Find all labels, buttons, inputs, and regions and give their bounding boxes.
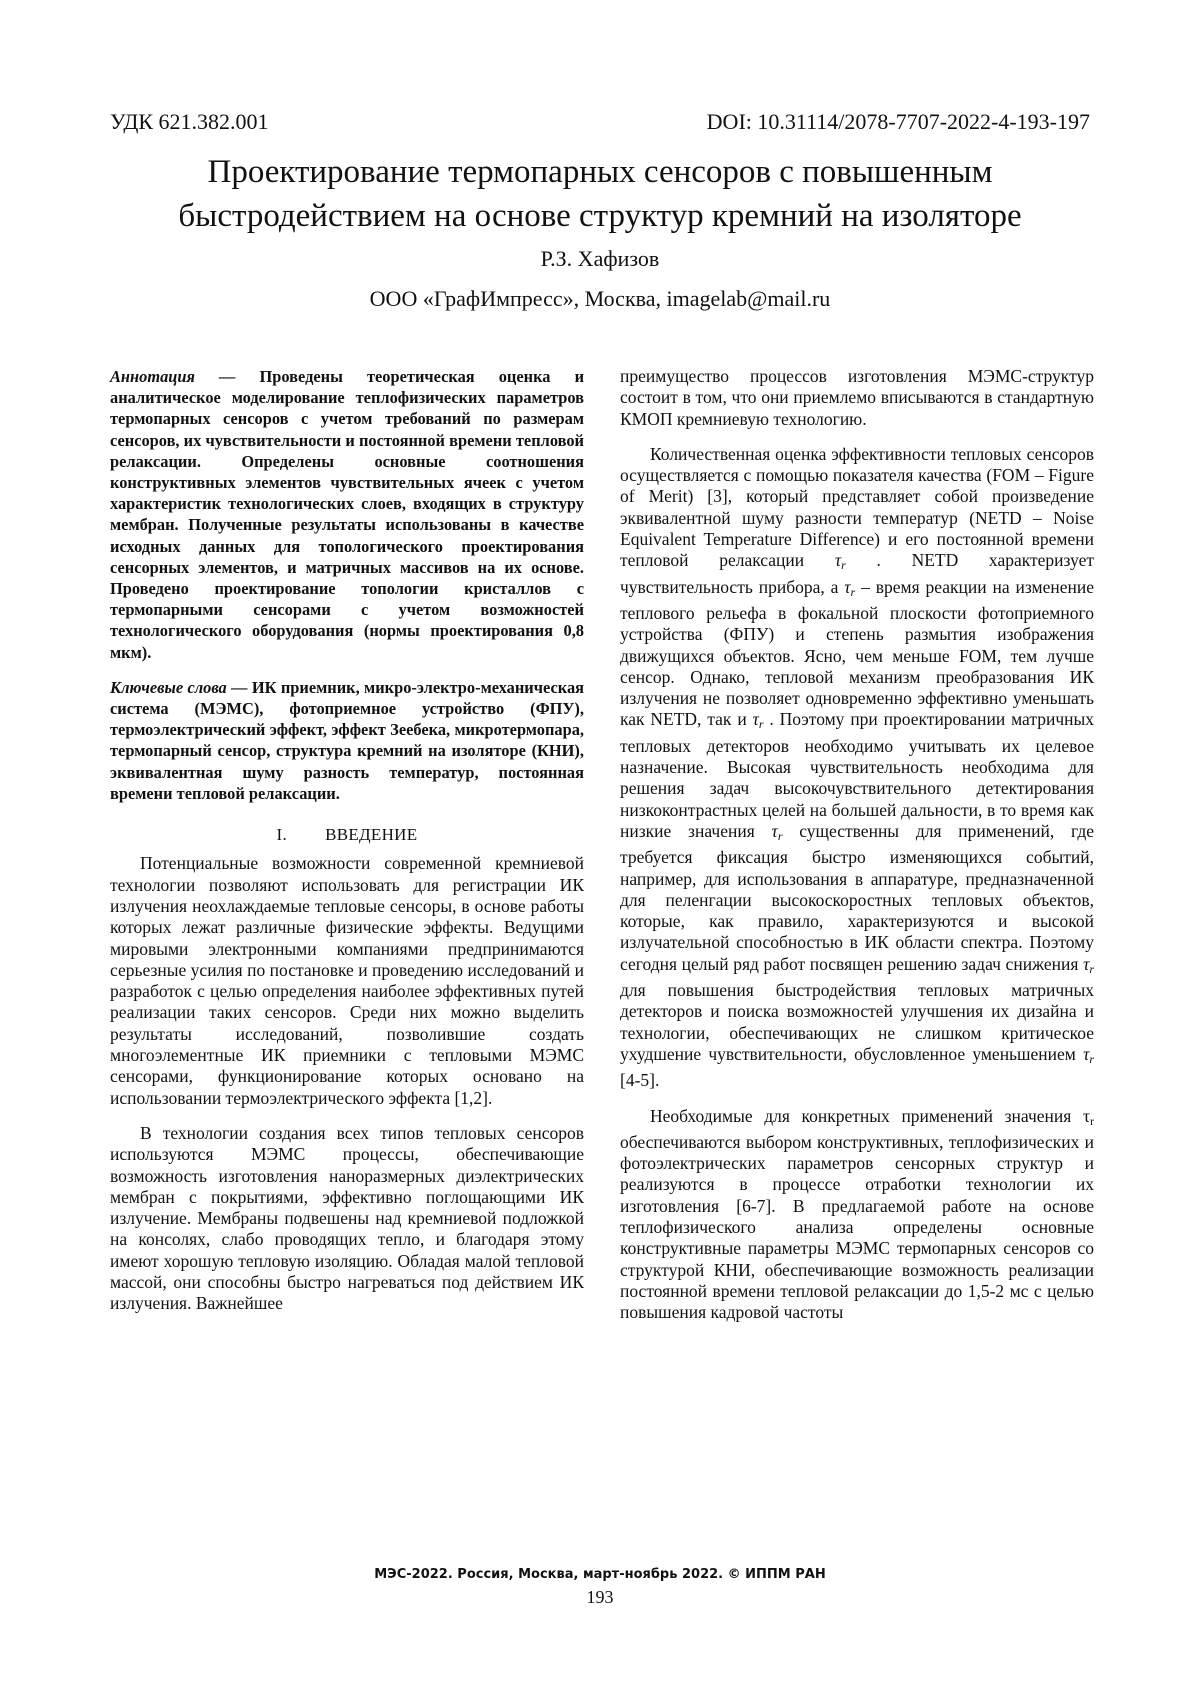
doi: DOI: 10.31114/2078-7707-2022-4-193-197 <box>706 109 1090 134</box>
article-title <box>110 150 1090 238</box>
tau-r-symbol: $\tau_r$ <box>1083 1043 1095 1066</box>
tau-r-symbol: $\tau_r$ <box>771 820 783 843</box>
body-paragraph-4 <box>620 444 1094 1092</box>
tau-r-symbol: $\tau_r$ <box>844 576 856 599</box>
tau-r-symbol: $\tau_r$ <box>834 550 846 573</box>
article-title-line-2: быстродействием на основе структур кремний на изоляторе <box>178 198 1022 234</box>
tau-r-symbol: $\tau_r$ <box>1082 1105 1095 1128</box>
p4-part-b: . NETD характеризует чувствительность прибора, а <box>620 550 1095 597</box>
body-paragraph-1: Потенциальные возможности современной кремниевой технологии позволяют использовать для регистрации ИК излучения неохлаждаемые тепловые сенсоры, в основе работы которых лежат различные физические эффекты. Ведущими мировыми электронными компаниями предпринимаются серьезные усилия по постановке и проведению исследований и разработок с целью определения наиболее эффективных путей реализации таких сенсоров. Среди них можно выделить результаты исследований, позволившие создать многоэлементные ИК приемники с тепловыми МЭМС сенсорами, функционирование которых основано на использовании термоэлектрического эффекта [1,2]. <box>110 853 584 1108</box>
abstract-text: Проведены теоретическая оценка и аналитическое моделирование теплофизических параметров термопарных сенсоров с учетом требований по размерам сенсоров, их чувствительности и постоянной времени тепловой релаксации. Определены основные соотношения конструктивных элементов чувствительных ячеек с учетом характеристик технологических слоев, входящих в структуру мембран. Полученные результаты использованы в качестве исходных данных для топологического проектирования сенсорных элементов, и матричных массивов на их основе. Проведено проектирование топологии кристаллов с термопарными сенсорами с учетом возможностей технологического оборудования (нормы проектирования 0,8 мкм). <box>110 367 585 662</box>
udc-code: УДК 621.382.001 <box>110 109 269 134</box>
right-column <box>620 366 1094 1323</box>
section-heading-introduction <box>110 824 584 845</box>
keywords <box>110 677 584 804</box>
body-paragraph-2: В технологии создания всех типов тепловых сенсоров используются МЭМС процессы, обеспечивающие возможность изготовления наноразмерных диэлектрических мембран с покрытиями, эффективно поглощающими ИК излучение. Мембраны подвешены над кремниевой подложкой на консолях, слабо проводящих тепло, и благодаря этому имеют хорошую тепловую изоляцию. Обладая малой тепловой массой, они способны быстро нагреваться под действием ИК излучения. Важнейшее <box>110 1122 584 1314</box>
p4-part-c: – время реакции на изменение теплового рельефа в фокальной плоскости фотоприемного устройства (ФПУ) и степень размытия изображения движущихся объектов. Ясно, чем меньше FOM, тем лучше сенсор. Однако, тепловой механизм преобразования ИК излучения не позволяет одновременно эффективно уменьшать как NETD, так и <box>620 576 1095 730</box>
author-name: Р.З. Хафизов <box>540 246 660 271</box>
p5-part-b: обеспечиваются выбором конструктивных, теплофизических и фотоэлектрических параметров сенсорных структур и реализуются в процессе отработки технологии их изготовления [6-7]. В предлагаемой работе на основе теплофизического анализа определены основные конструктивные параметры МЭМС термопарных сенсоров со структурой КНИ, обеспечивающие возможность реализации постоянной времени тепловой релаксации до 1,5-2 мс с целью повышения кадровой частоты <box>620 1131 1094 1323</box>
section-title: ВВЕДЕНИЕ <box>325 825 418 845</box>
p4-part-a: Количественная оценка эффективности тепловых сенсоров осуществляется с помощью показателя качества (FOM – Figure of Merit) [3], который представляет собой произведение эквивалентной шуму разности температур (NETD – Noise Equivalent Temperature Difference) и его постоянной времени тепловой релаксации <box>620 443 1094 571</box>
article-title-line-1: Проектирование термопарных сенсоров с повышенным <box>207 154 993 190</box>
p4-part-f: для повышения быстродействия тепловых матричных детекторов и поиска возможностей улучшения их дизайна и технологии, обеспечивающих не слишком критическое ухудшение чувствительности, обусловленное уменьшением <box>620 980 1094 1064</box>
page-number: 193 <box>586 1587 614 1607</box>
author-affiliation: ООО «ГрафИмпресс», Москва, imagelab@mail.ru <box>369 286 831 311</box>
keywords-lead: Ключевые слова — <box>110 677 248 697</box>
p4-part-g: [4-5]. <box>620 1070 660 1091</box>
page-header <box>110 108 1090 138</box>
p4-part-d: . Поэтому при проектировании матричных тепловых детекторов необходимо учитывать их целевое назначение. Высокая чувствительность необходима для решения задач высокочувствительного детектирования низкоконтрастных целей на большей дальности, в то время как низкие значения <box>620 709 1095 841</box>
body-paragraph-5 <box>620 1106 1094 1324</box>
left-column <box>110 366 584 1315</box>
p5-part-a: Необходимые для конкретных применений значения <box>650 1105 1072 1126</box>
tau-r-symbol: $\tau_r$ <box>1083 953 1095 976</box>
conference-footer: МЭС-2022. Россия, Москва, март-ноябрь 2022. © ИППМ РАН <box>374 1567 826 1582</box>
section-number: I. <box>276 825 288 845</box>
body-paragraph-3: преимущество процессов изготовления МЭМС-структур состоит в том, что они приемлемо вписываются в стандартную КМОП кремниевую технологию. <box>620 366 1094 429</box>
keywords-text: ИК приемник, микро-электро-механическая система (МЭМС), фотоприемное устройство (ФПУ), термоэлектрический эффект, эффект Зеебека, микротермопара, термопарный сенсор, структура кремний на изоляторе (КНИ), эквивалентная шуму разность температур, постоянная времени тепловой релаксации. <box>110 677 585 803</box>
p4-part-e: существенны для применений, где требуется фиксация быстро изменяющихся событий, например, для использования в аппаратуре, предназначенной для пеленгации высокоскоростных тепловых объектов, которые, как правило, характеризуются и высокой излучательной способностью в ИК области спектра. Поэтому сегодня целый ряд работ посвящен решению задач снижения <box>620 820 1094 974</box>
abstract <box>110 366 584 663</box>
tau-r-symbol: $\tau_r$ <box>752 709 764 732</box>
abstract-lead: Аннотация — <box>110 367 236 386</box>
